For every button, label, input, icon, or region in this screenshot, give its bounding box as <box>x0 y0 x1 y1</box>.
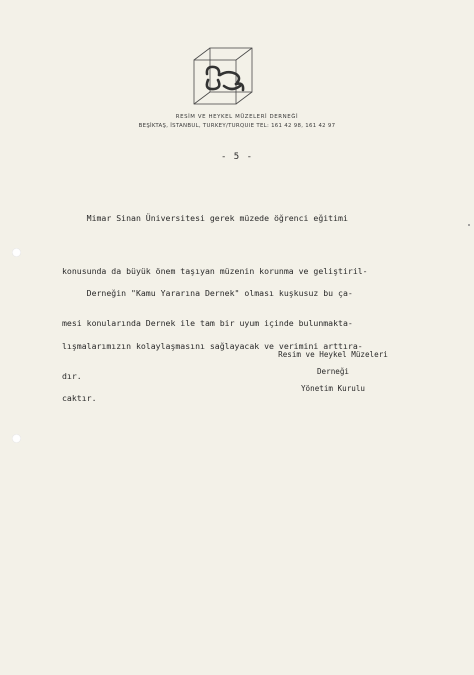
paragraph-line: Derneğin "Kamu Yararına Dernek" olması kuşkusuz bu ça- <box>62 288 353 298</box>
page-number: - 5 - <box>220 152 254 162</box>
signature-line: Derneği <box>316 367 349 376</box>
cube-logo-icon <box>190 44 256 108</box>
signature-line: Yönetim Kurulu <box>300 384 365 393</box>
signature-line: Resim ve Heykel Müzeleri <box>278 350 388 359</box>
signature-block <box>268 346 398 397</box>
paragraph-line: dır. <box>62 370 82 381</box>
paragraph-line: Mimar Sinan Üniversitesi gerek müzede öğrenci eğitimi <box>62 213 348 223</box>
paragraph-line: lışmalarımızın kolaylaşmasını sağlayacak ve verimini arttıra- <box>62 340 363 351</box>
paragraph-line: caktır. <box>62 393 97 403</box>
paragraph-line: mesi konularında Dernek ile tam bir uyum içinde bulunmakta- <box>62 318 353 328</box>
org-address: BEŞİKTAŞ, İSTANBUL, TURKEY/TURQUIE TEL: 161 42 98, 161 42 97 <box>138 123 336 129</box>
punch-hole-top <box>12 248 21 257</box>
org-name: RESİM VE HEYKEL MÜZELERİ DERNEĞİ <box>175 114 299 120</box>
paragraph-line: konusunda da büyük önem taşıyan müzenin korunma ve geliştiril- <box>62 265 368 276</box>
paper-speck <box>468 224 470 226</box>
punch-hole-bottom <box>12 434 21 443</box>
